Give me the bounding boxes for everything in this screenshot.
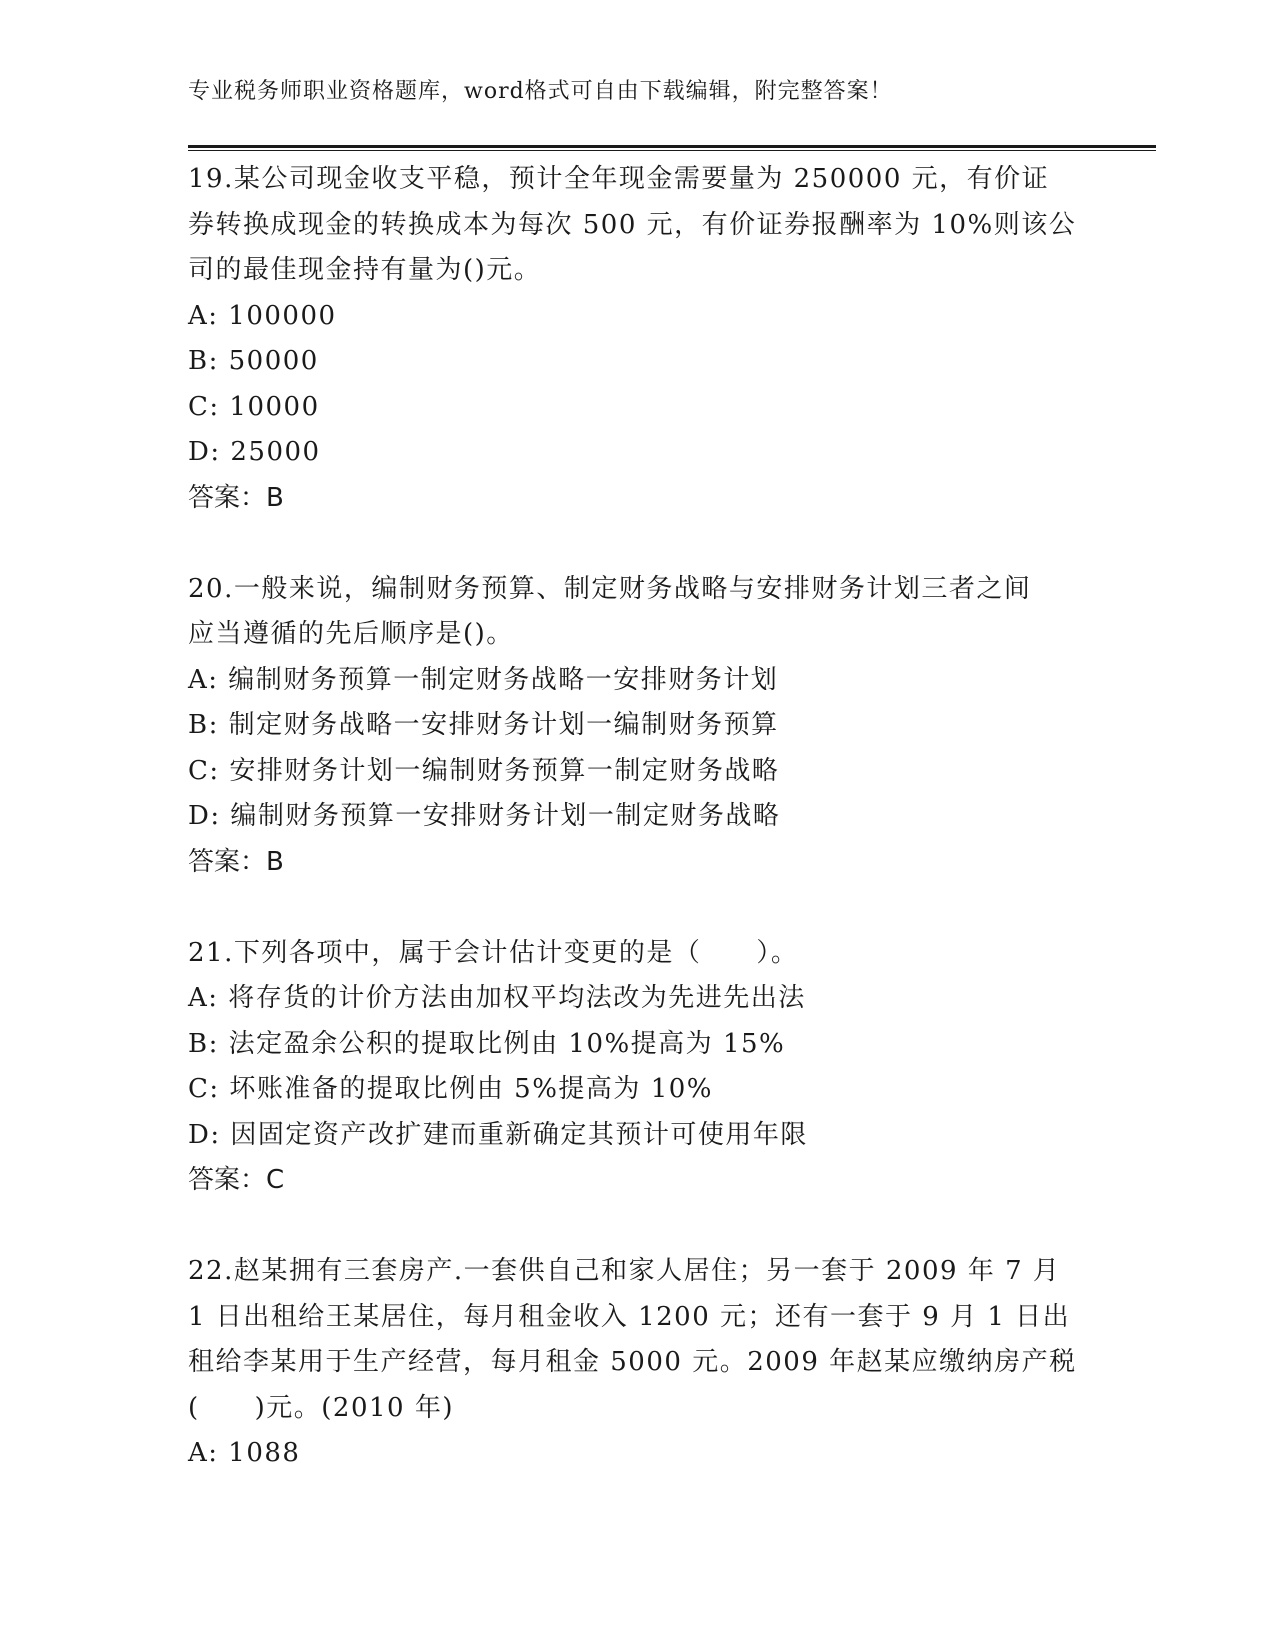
question-text-line: 券转换成现金的转换成本为每次 500 元，有价证券报酬率为 10%则该公: [188, 209, 1077, 240]
question-text-line: 20.一般来说，编制财务预算、制定财务战略与安排财务计划三者之间: [188, 573, 1032, 604]
answer-option: B: 法定盈余公积的提取比例由 10%提高为 15%: [188, 1028, 786, 1059]
question-text-line: 1 日出租给王某居住，每月租金收入 1200 元；还有一套于 9 月 1 日出: [188, 1301, 1071, 1332]
question-spacer: [188, 521, 1088, 567]
answer-option: C: 坏账准备的提取比例由 5%提高为 10%: [188, 1074, 713, 1104]
question-text-line: 应当遵循的先后顺序是()。: [188, 619, 514, 649]
answer-option: D: 因固定资产改扩建而重新确定其预计可使用年限: [188, 1119, 808, 1150]
question-block: [188, 1249, 1088, 1477]
question-text-line: 19.某公司现金收支平稳，预计全年现金需要量为 250000 元，有价证: [188, 164, 1050, 194]
question-spacer: [188, 1204, 1088, 1250]
page-header: 专业税务师职业资格题库，word格式可自由下载编辑，附完整答案！: [188, 79, 893, 104]
question-text-line: 21.下列各项中，属于会计估计变更的是（ ）。: [188, 937, 799, 968]
question-block: [188, 931, 1088, 1204]
question-text-line: 租给李某用于生产经营，每月租金 5000 元。2009 年赵某应缴纳房产税: [188, 1347, 1077, 1377]
answer-option: D: 编制财务预算一安排财务计划一制定财务战略: [188, 801, 781, 831]
question-text-line: 司的最佳现金持有量为()元。: [188, 255, 542, 285]
question-spacer: [188, 885, 1088, 931]
question-text-line: ( )元。(2010 年): [188, 1392, 455, 1423]
header-rule-thin: [188, 150, 1156, 151]
header-rule-thick: [188, 145, 1156, 148]
question-text-line: 22.赵某拥有三套房产.一套供自己和家人居住；另一套于 2009 年 7 月: [188, 1256, 1061, 1286]
answer-option: C: 安排财务计划一编制财务预算一制定财务战略: [188, 755, 780, 786]
answer-option: A: 100000: [188, 300, 337, 331]
answer-key: 答案：C: [188, 1165, 285, 1195]
answer-key: 答案：B: [188, 846, 284, 877]
answer-option: A: 编制财务预算一制定财务战略一安排财务计划: [188, 664, 779, 695]
question-block: [188, 567, 1088, 886]
answer-option: A: 将存货的计价方法由加权平均法改为先进先出法: [188, 983, 806, 1013]
question-list: [188, 157, 1088, 1477]
answer-option: B: 50000: [188, 346, 319, 376]
answer-option: A: 1088: [188, 1438, 301, 1468]
question-block: [188, 157, 1088, 521]
answer-key: 答案：B: [188, 482, 284, 513]
answer-option: C: 10000: [188, 391, 320, 422]
answer-option: B: 制定财务战略一安排财务计划一编制财务预算: [188, 710, 779, 740]
answer-option: D: 25000: [188, 437, 321, 467]
